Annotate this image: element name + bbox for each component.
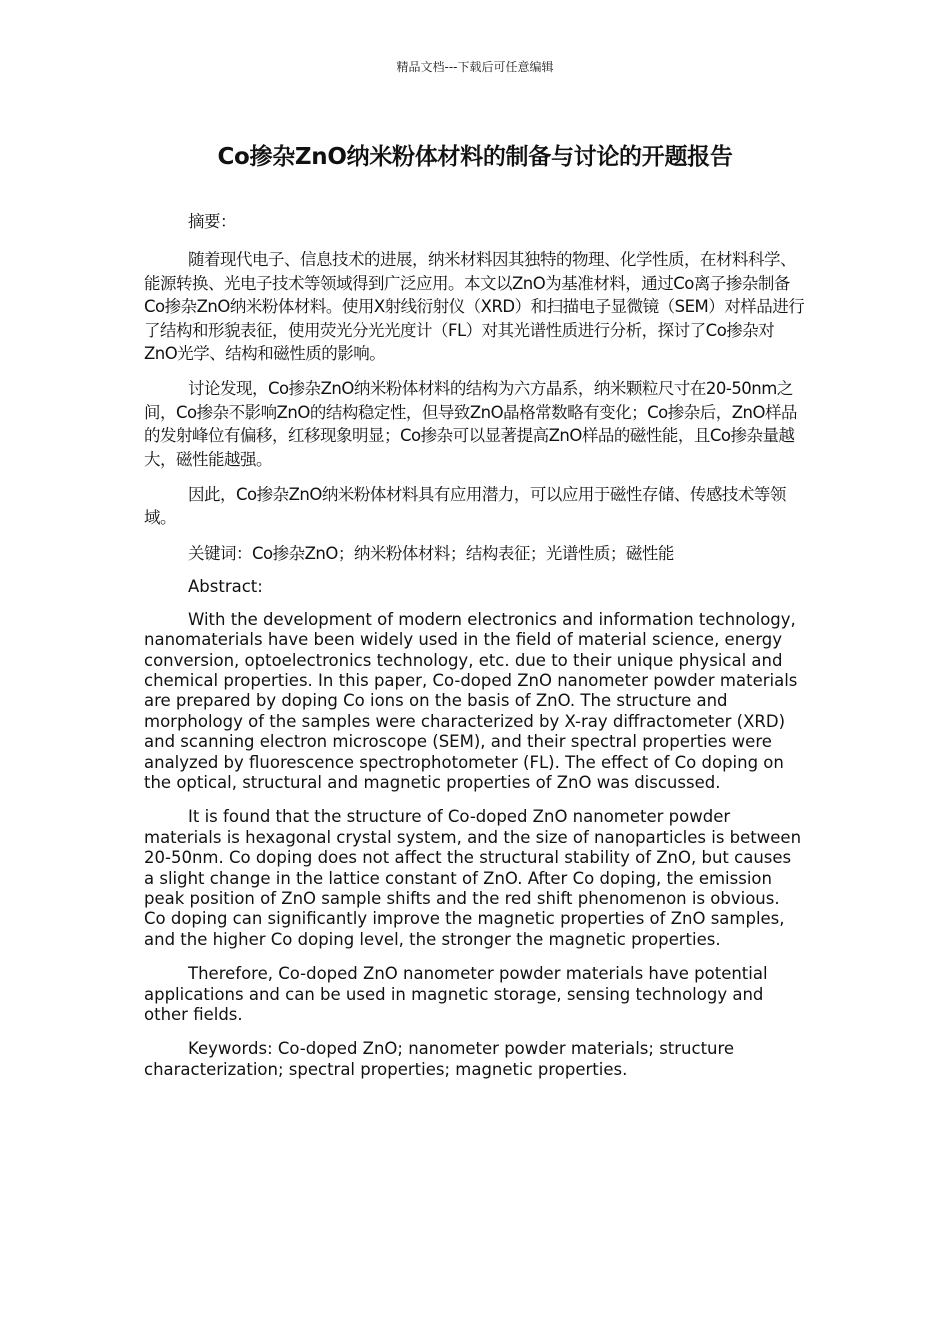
document-title: Co掺杂ZnO纳米粉体材料的制备与讨论的开题报告 xyxy=(217,144,733,170)
chinese-abstract-paragraph-2: 讨论发现，Co掺杂ZnO纳米粉体材料的结构为六方晶系，纳米颗粒尺寸在20-50nm之间，Co掺杂不影响ZnO的结构稳定性，但导致ZnO晶格常数略有变化；Co掺杂后，ZnO样品的发射峰位有偏移，红移现象明显；Co掺杂可以显著提高ZnO样品的磁性能，且Co掺杂量越大，磁性能越强。 xyxy=(144,379,797,469)
english-keywords: Keywords: Co-doped ZnO; nanometer powder materials; structure characterization; spectral properties; magnetic properties. xyxy=(144,1039,735,1079)
english-abstract-paragraph-2: It is found that the structure of Co-doped ZnO nanometer powder materials is hexagonal crystal system, and the size of nanoparticles is between 20-50nm. Co doping does not affect the structural stability of ZnO, but causes a slight change in the lattice constant of ZnO. After Co doping, the emission peak position of ZnO sample shifts and the red shift phenomenon is obvious. Co doping can significantly improve the magnetic properties of ZnO samples, and the higher Co doping level, the stronger the magnetic properties. xyxy=(144,807,802,949)
chinese-abstract-paragraph-1: 随着现代电子、信息技术的进展，纳米材料因其独特的物理、化学性质，在材料科学、能源转换、光电子技术等领域得到广泛应用。本文以ZnO为基准材料，通过Co离子掺杂制备Co掺杂ZnO纳米粉体材料。使用X射线衍射仪（XRD）和扫描电子显微镜（SEM）对样品进行了结构和形貌表征，使用荧光分光光度计（FL）对其光谱性质进行分析，探讨了Co掺杂对ZnO光学、结构和磁性质的影响。 xyxy=(144,250,805,364)
english-abstract-paragraph-1: With the development of modern electronics and information technology, nanomaterials have been widely used in the field of material science, energy conversion, optoelectronics technology, etc. due to their unique physical and chemical properties. In this paper, Co-doped ZnO nanometer powder materials are prepared by doping Co ions on the basis of ZnO. The structure and morphology of the samples were characterized by X-ray diffractometer (XRD) and scanning electron microscope (SEM), and their spectral properties were analyzed by fluorescence spectrophotometer (FL). The effect of Co doping on the optical, structural and magnetic properties of ZnO was discussed. xyxy=(144,609,798,792)
chinese-abstract-paragraph-3: 因此，Co掺杂ZnO纳米粉体材料具有应用潜力，可以应用于磁性存储、传感技术等领域。 xyxy=(144,485,786,528)
page-header-note: 精品文档---下载后可任意编辑 xyxy=(396,60,554,74)
chinese-keywords: 关键词：Co掺杂ZnO；纳米粉体材料；结构表征；光谱性质；磁性能 xyxy=(188,543,674,563)
chinese-abstract-label: 摘要： xyxy=(188,212,236,231)
english-abstract-paragraph-3: Therefore, Co-doped ZnO nanometer powder materials have potential applications and can be used in magnetic storage, sensing technology and other fields. xyxy=(144,964,768,1024)
document-body xyxy=(144,210,806,1094)
english-abstract-label: Abstract: xyxy=(188,577,263,597)
